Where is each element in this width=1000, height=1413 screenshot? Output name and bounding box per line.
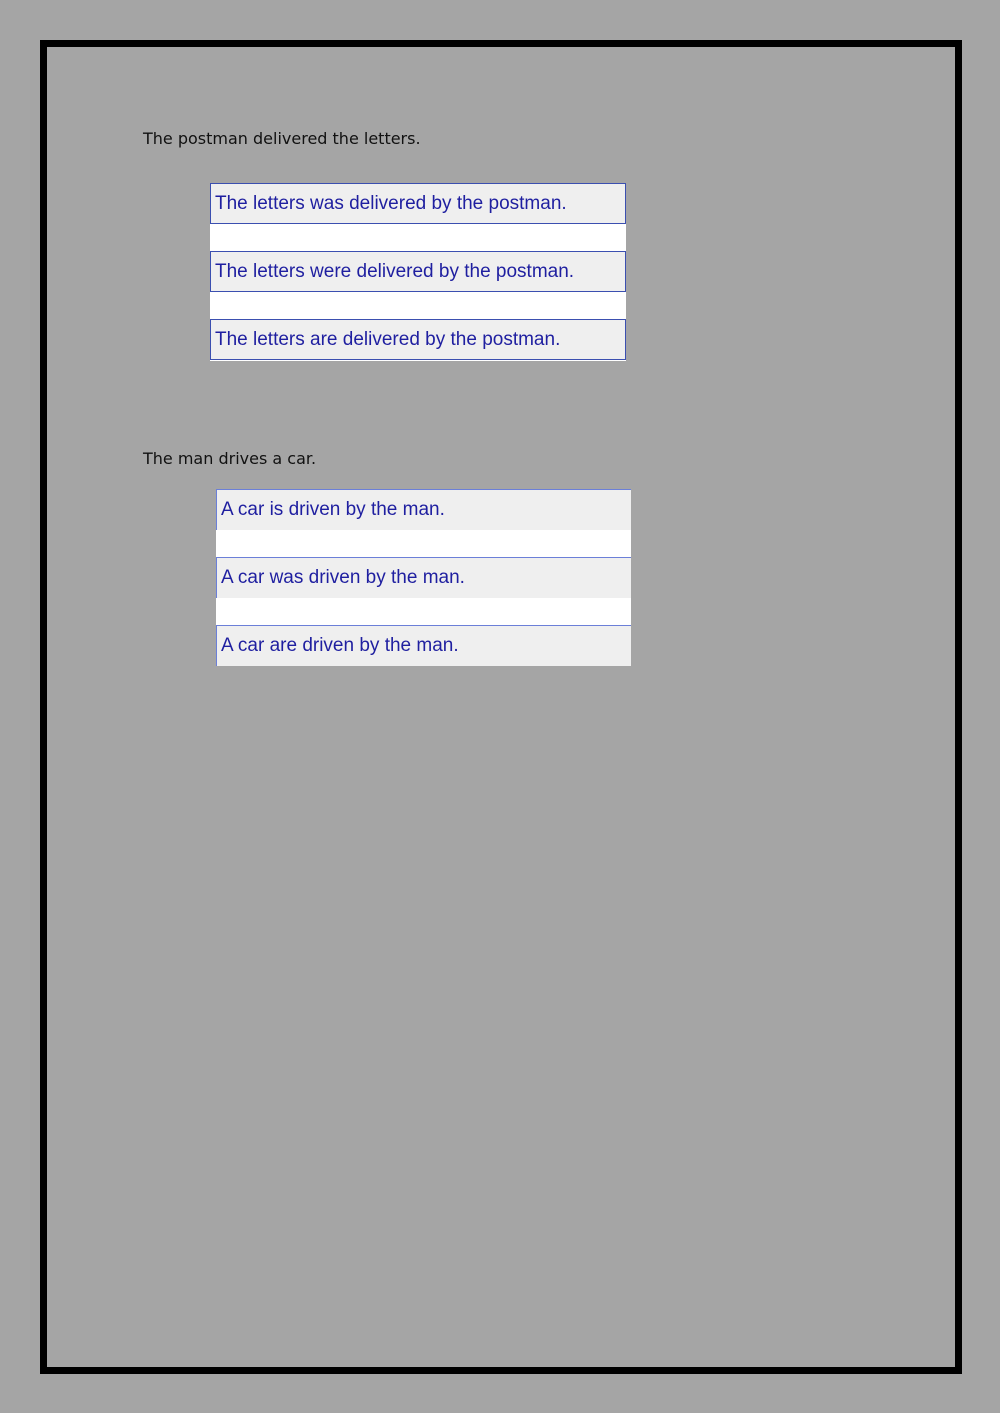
question-1-option-2[interactable]: The letters were delivered by the postman. [210, 251, 626, 292]
question-1-prompt: The postman delivered the letters. [143, 129, 421, 148]
worksheet-frame [40, 40, 962, 1374]
question-1-option-3[interactable]: The letters are delivered by the postman. [210, 319, 626, 360]
question-2-option-2[interactable]: A car was driven by the man. [216, 557, 631, 598]
question-1-option-1[interactable]: The letters was delivered by the postman. [210, 183, 626, 224]
question-2-prompt: The man drives a car. [143, 449, 317, 468]
question-2-options [216, 489, 631, 666]
question-2-option-1[interactable]: A car is driven by the man. [216, 489, 631, 530]
question-1-options [210, 183, 626, 361]
question-2-option-3[interactable]: A car are driven by the man. [216, 625, 631, 666]
